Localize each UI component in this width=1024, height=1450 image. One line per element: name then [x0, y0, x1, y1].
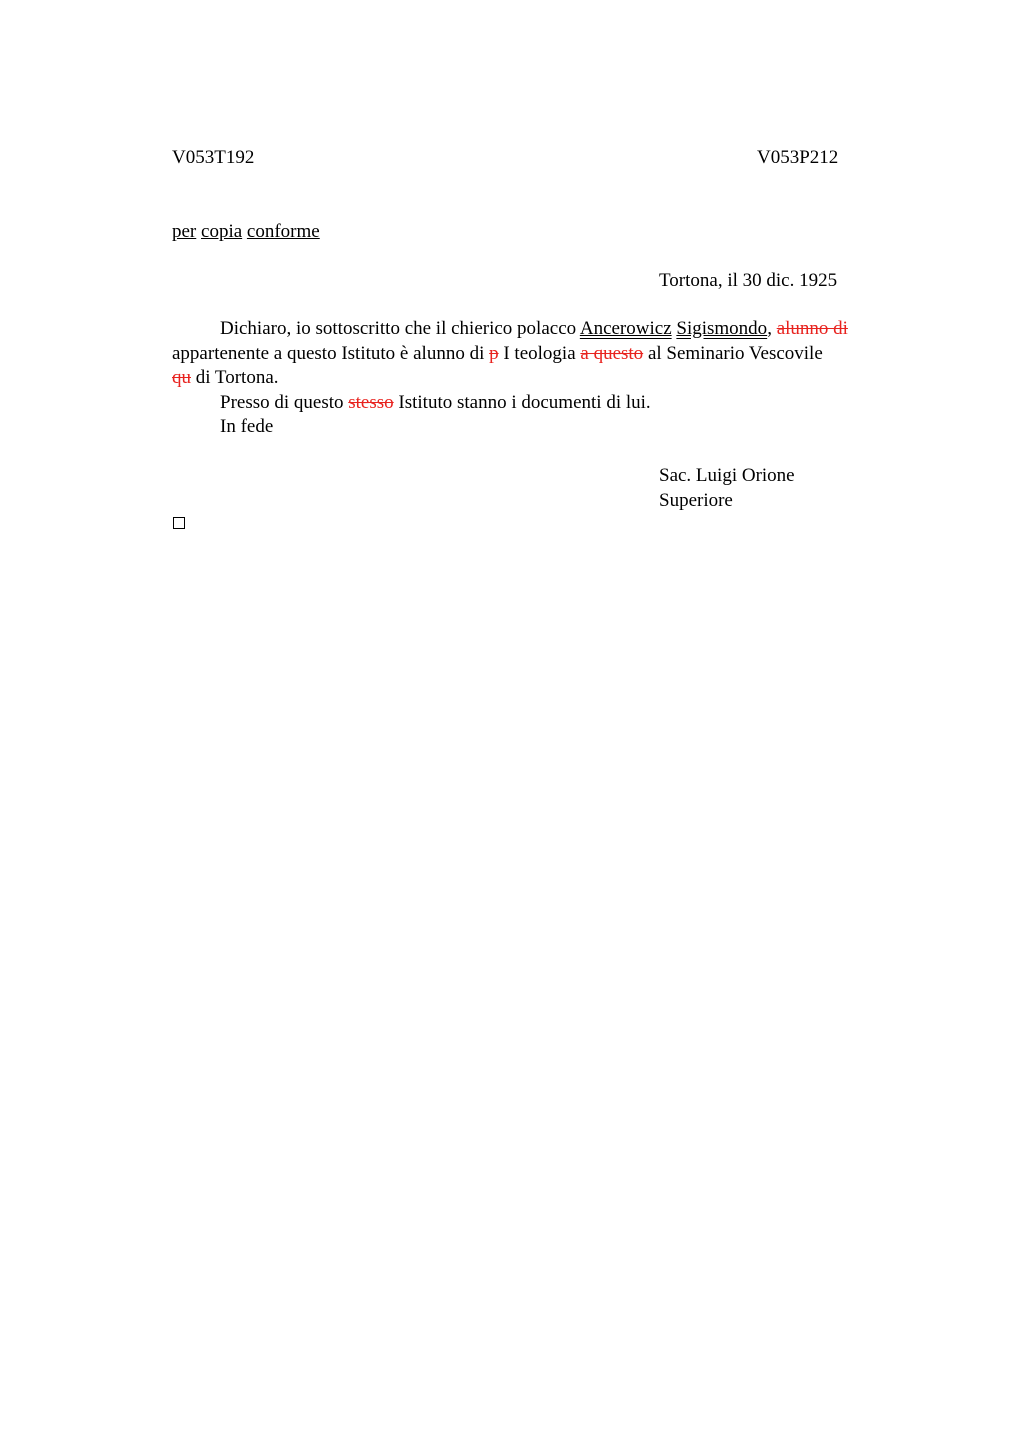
surname: Ancerowicz	[579, 318, 672, 339]
body-line	[172, 342, 912, 366]
body-line	[172, 366, 912, 390]
body-text: ,	[767, 318, 772, 339]
signature-role: Superiore	[659, 490, 733, 511]
deleted-text: p	[489, 343, 499, 364]
body-text: al Seminario Vescovile	[643, 343, 823, 364]
given-name: Sigismondo	[676, 318, 768, 339]
date-line: Tortona, il 30 dic. 1925	[659, 270, 838, 291]
deleted-text: a questo	[580, 343, 644, 364]
body-text: Dichiaro, io sottoscritto che il chierico polacco	[220, 318, 580, 339]
document-code-right: V053P212	[757, 147, 839, 168]
signature-name: Sac. Luigi Orione	[659, 465, 795, 486]
copy-note-word: conforme	[246, 221, 320, 242]
body-text: appartenente a questo Istituto è alunno di	[172, 343, 490, 364]
body-text: I teologia	[498, 343, 581, 364]
body-text: di Tortona.	[191, 367, 279, 388]
body-text: Presso di questo	[220, 392, 349, 413]
body-line	[172, 317, 912, 341]
copy-note-word: copia	[201, 221, 243, 242]
document-code-left: V053T192	[172, 147, 255, 168]
body-line	[172, 391, 912, 415]
deleted-text: alunno di	[776, 318, 848, 339]
copy-note	[172, 220, 320, 244]
deleted-text: stesso	[348, 392, 394, 413]
checkbox-icon	[173, 517, 185, 529]
deleted-text: qu	[172, 367, 191, 388]
closing-line: In fede	[220, 416, 274, 437]
copy-note-word: per	[172, 221, 197, 242]
body-text: Istituto stanno i documenti di lui.	[393, 392, 651, 413]
